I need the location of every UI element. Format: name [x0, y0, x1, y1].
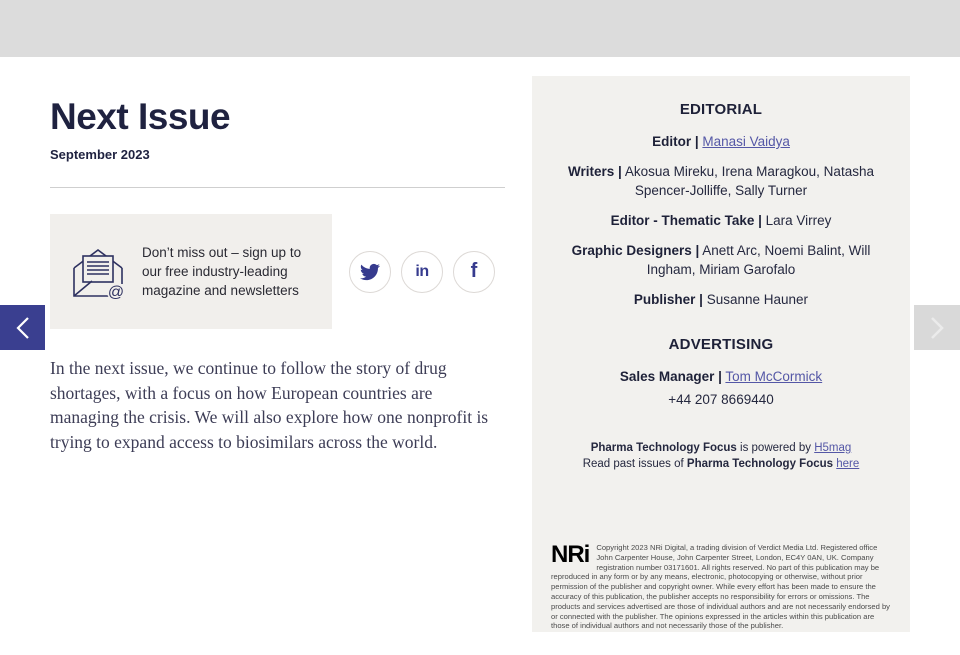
sales-manager-row: [551, 367, 891, 386]
writers-names: Akosua Mireku, Irena Maragkou, Natasha Spencer-Jolliffe, Sally Turner: [624, 164, 874, 198]
sales-manager-link[interactable]: Tom McCormick: [725, 369, 823, 384]
copyright-text: Copyright 2023 NRi Digital, a trading division of Verdict Media Ltd. Registered office John Carpenter House, John Carpenter Street, London, EC4Y 0AN, UK. Company registration number 03171601. All rights reserved. No part of this publication may be reproduced in any form or by any means, electronic, photocopying or otherwise, without prior permission of the publisher and copyright owner. While every effort has been made to ensure the accuracy of this publication, the publisher accepts no responsibility for errors or omissions. The products and services advertised are those of individual authors and are not necessarily endorsed by or connected with the publisher. The opinions expressed in the articles within this publication are those of individual authors and not necessarily those of the publisher.: [551, 543, 890, 631]
divider: [50, 187, 505, 188]
twitter-button[interactable]: [349, 251, 391, 293]
past-issues-line: [551, 456, 891, 472]
facebook-button[interactable]: [453, 251, 495, 293]
powered-by-text: is powered by: [740, 442, 811, 454]
past-issues-text: Read past issues of: [582, 458, 684, 470]
writers-row: [551, 162, 891, 200]
sales-phone: +44 207 8669440: [668, 392, 774, 407]
copyright-block: [551, 543, 891, 631]
linkedin-button[interactable]: [401, 251, 443, 293]
publisher-name: Susanne Hauner: [706, 292, 809, 307]
chevron-right-icon: [926, 315, 948, 341]
credits-panel: [532, 76, 910, 632]
editor-link[interactable]: Manasi Vaidya: [702, 134, 790, 149]
linkedin-icon: in: [415, 262, 429, 280]
intro-paragraph: In the next issue, we continue to follow the story of drug shortages, with a focus on how European countries are managing the crisis. We will also explore how one nonprofit is trying to expand access to biosimilars across the world.: [50, 358, 489, 452]
thematic-take-label: Editor - Thematic Take |: [610, 213, 762, 228]
social-row: [349, 251, 505, 293]
editor-label: Editor |: [652, 134, 699, 149]
past-issues-link[interactable]: here: [836, 458, 860, 470]
h5mag-link[interactable]: H5mag: [814, 442, 852, 454]
editor-row: [551, 132, 891, 151]
advertising-heading: ADVERTISING: [668, 336, 774, 353]
svg-text:@: @: [107, 283, 125, 301]
powered-by-block: [551, 440, 891, 472]
prev-page-button[interactable]: [0, 305, 45, 350]
envelope-at-icon: [66, 240, 130, 304]
powered-by-line: [551, 440, 891, 456]
nri-logo: NRi: [551, 541, 590, 568]
twitter-icon: [360, 262, 380, 282]
designers-label: Graphic Designers |: [571, 243, 700, 258]
designers-row: [551, 241, 891, 279]
publisher-label: Publisher |: [633, 292, 703, 307]
newsletter-text: Don’t miss out – sign up to our free industry-leading magazine and newsletters: [142, 245, 302, 298]
newsletter-row: [50, 214, 505, 329]
next-page-button[interactable]: [914, 305, 960, 350]
thematic-take-row: [551, 211, 891, 230]
chevron-left-icon: [12, 315, 34, 341]
editorial-heading: EDITORIAL: [679, 101, 763, 118]
newsletter-signup[interactable]: [50, 214, 332, 329]
writers-label: Writers |: [568, 164, 622, 179]
top-band: [0, 0, 960, 57]
brand-name-2: Pharma Technology Focus: [686, 458, 834, 470]
page-title: Next Issue: [50, 96, 231, 137]
thematic-take-name: Lara Virrey: [765, 213, 832, 228]
brand-name: Pharma Technology Focus: [590, 442, 737, 454]
designers-names: Anett Arc, Noemi Balint, Will Ingham, Miriam Garofalo: [646, 243, 871, 277]
sales-manager-label: Sales Manager |: [619, 369, 722, 384]
issue-date: September 2023: [50, 147, 150, 162]
main-column: [50, 57, 505, 454]
facebook-icon: f: [470, 260, 478, 282]
publisher-row: [551, 290, 891, 309]
